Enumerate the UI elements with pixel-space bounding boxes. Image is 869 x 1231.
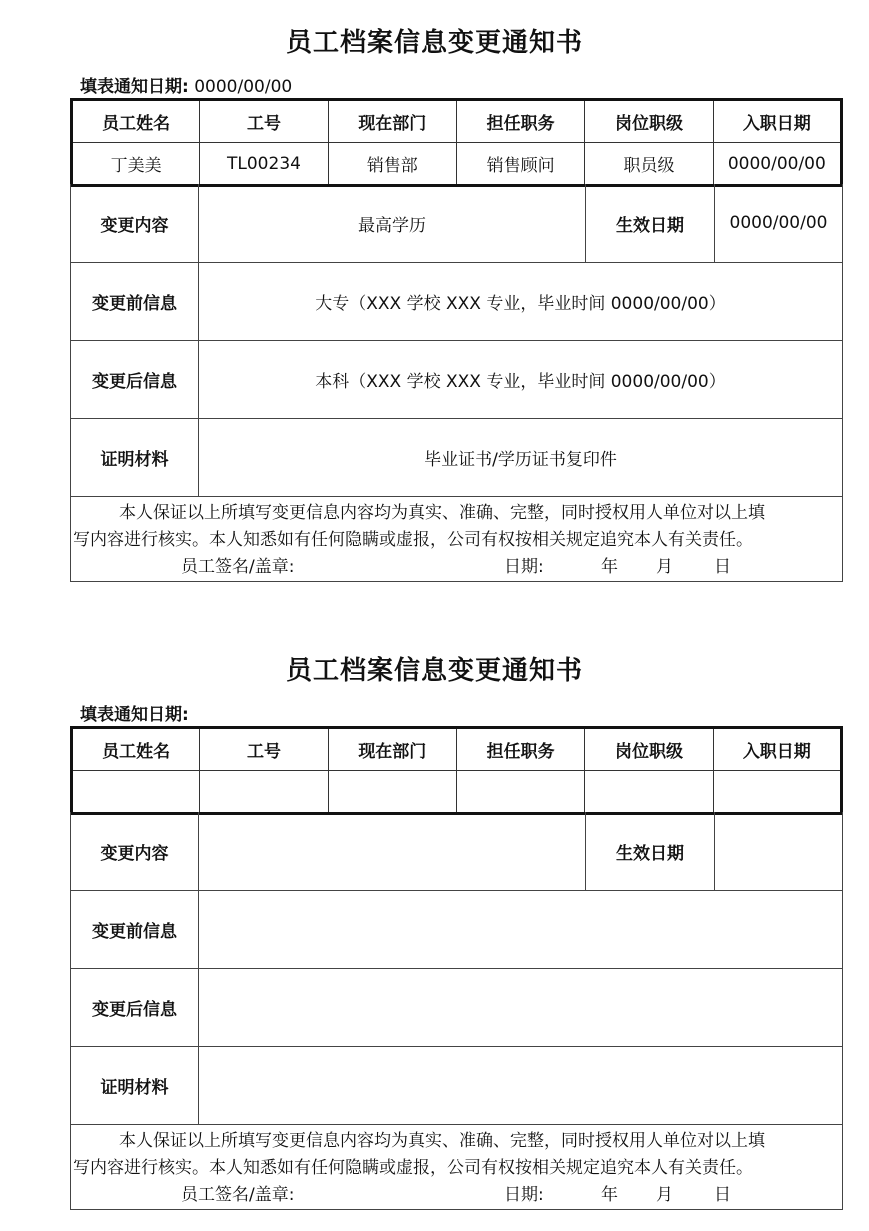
effective-date-value[interactable] bbox=[715, 812, 842, 890]
header-rank: 岗位职级 bbox=[585, 100, 713, 143]
before-info-label: 变更前信息 bbox=[71, 263, 199, 340]
change-content-row bbox=[71, 184, 842, 263]
fill-date-label: 填表通知日期: bbox=[80, 77, 189, 97]
after-info-row bbox=[71, 969, 842, 1047]
before-info-row bbox=[71, 263, 842, 341]
after-info-label: 变更后信息 bbox=[71, 341, 199, 418]
header-hire-date: 入职日期 bbox=[713, 728, 841, 771]
value-position[interactable]: 销售顾问 bbox=[456, 143, 584, 186]
value-hire-date[interactable]: 0000/00/00 bbox=[713, 143, 841, 186]
declaration-line-2: 写内容进行核实。本人知悉如有任何隐瞒或虚报，公司有权按相关规定追究本人有关责任。 bbox=[73, 530, 753, 550]
change-content-label: 变更内容 bbox=[71, 812, 199, 890]
before-info-row bbox=[71, 891, 842, 969]
fill-date-line bbox=[80, 700, 189, 725]
sign-month: 月 bbox=[656, 557, 673, 577]
change-details-grid bbox=[70, 184, 843, 582]
declaration bbox=[71, 1125, 842, 1209]
form-title: 员工档案信息变更通知书 bbox=[285, 28, 583, 58]
value-rank[interactable]: 职员级 bbox=[585, 143, 713, 186]
before-info-value[interactable]: 大专（XXX 学校 XXX 专业，毕业时间 0000/00/00） bbox=[315, 294, 726, 314]
info-header-row bbox=[72, 100, 842, 143]
declaration-line-1: 本人保证以上所填写变更信息内容均为真实、准确、完整，同时授权用人单位对以上填 bbox=[119, 503, 765, 523]
effective-date-value[interactable]: 0000/00/00 bbox=[729, 213, 828, 233]
header-position: 担任职务 bbox=[456, 728, 584, 771]
info-value-row bbox=[72, 771, 842, 814]
employee-info-table bbox=[70, 98, 843, 187]
sign-year: 年 bbox=[601, 1185, 618, 1205]
sign-day: 日 bbox=[714, 557, 731, 577]
fill-date-label: 填表通知日期: bbox=[80, 705, 189, 725]
signature-label: 员工签名/盖章: bbox=[181, 557, 295, 577]
proof-material-row bbox=[71, 419, 842, 497]
change-content-value[interactable]: 最高学历 bbox=[199, 184, 586, 262]
header-department: 现在部门 bbox=[328, 728, 456, 771]
header-id: 工号 bbox=[200, 728, 328, 771]
info-value-row bbox=[72, 143, 842, 186]
after-info-label: 变更后信息 bbox=[71, 969, 199, 1046]
value-hire-date[interactable] bbox=[713, 771, 841, 814]
declaration bbox=[71, 497, 842, 581]
header-name: 员工姓名 bbox=[72, 100, 200, 143]
after-info-value[interactable] bbox=[199, 969, 842, 1046]
header-department: 现在部门 bbox=[328, 100, 456, 143]
value-department[interactable] bbox=[328, 771, 456, 814]
sign-day: 日 bbox=[714, 1185, 731, 1205]
declaration-line-1: 本人保证以上所填写变更信息内容均为真实、准确、完整，同时授权用人单位对以上填 bbox=[119, 1131, 765, 1151]
form-title: 员工档案信息变更通知书 bbox=[285, 656, 583, 686]
proof-material-label: 证明材料 bbox=[71, 419, 199, 496]
employee-info-table bbox=[70, 726, 843, 815]
value-rank[interactable] bbox=[585, 771, 713, 814]
header-name: 员工姓名 bbox=[72, 728, 200, 771]
after-info-value[interactable]: 本科（XXX 学校 XXX 专业，毕业时间 0000/00/00） bbox=[315, 372, 726, 392]
after-info-row bbox=[71, 341, 842, 419]
change-content-value[interactable] bbox=[199, 812, 586, 890]
effective-date-label: 生效日期 bbox=[586, 184, 715, 262]
effective-date-label: 生效日期 bbox=[586, 812, 715, 890]
value-id[interactable] bbox=[200, 771, 328, 814]
signature-line bbox=[71, 554, 842, 581]
change-content-label: 变更内容 bbox=[71, 184, 199, 262]
change-content-row bbox=[71, 812, 842, 891]
value-name[interactable]: 丁美美 bbox=[72, 143, 200, 186]
sign-date-label: 日期: bbox=[504, 1185, 544, 1205]
proof-material-label: 证明材料 bbox=[71, 1047, 199, 1124]
value-id[interactable]: TL00234 bbox=[200, 143, 328, 186]
signature-line bbox=[71, 1182, 842, 1209]
sign-date-label: 日期: bbox=[504, 557, 544, 577]
info-header-row bbox=[72, 728, 842, 771]
declaration-line-2: 写内容进行核实。本人知悉如有任何隐瞒或虚报，公司有权按相关规定追究本人有关责任。 bbox=[73, 1158, 753, 1178]
before-info-label: 变更前信息 bbox=[71, 891, 199, 968]
header-id: 工号 bbox=[200, 100, 328, 143]
sign-year: 年 bbox=[601, 557, 618, 577]
before-info-value[interactable] bbox=[199, 891, 842, 968]
proof-material-value[interactable] bbox=[199, 1047, 842, 1124]
header-hire-date: 入职日期 bbox=[713, 100, 841, 143]
value-name[interactable] bbox=[72, 771, 200, 814]
proof-material-row bbox=[71, 1047, 842, 1125]
header-position: 担任职务 bbox=[456, 100, 584, 143]
signature-label: 员工签名/盖章: bbox=[181, 1185, 295, 1205]
sign-month: 月 bbox=[656, 1185, 673, 1205]
value-position[interactable] bbox=[456, 771, 584, 814]
proof-material-value[interactable]: 毕业证书/学历证书复印件 bbox=[424, 450, 617, 470]
change-details-grid bbox=[70, 812, 843, 1210]
fill-date-value[interactable]: 0000/00/00 bbox=[194, 77, 293, 97]
fill-date-line bbox=[80, 72, 292, 97]
value-department[interactable]: 销售部 bbox=[328, 143, 456, 186]
header-rank: 岗位职级 bbox=[585, 728, 713, 771]
